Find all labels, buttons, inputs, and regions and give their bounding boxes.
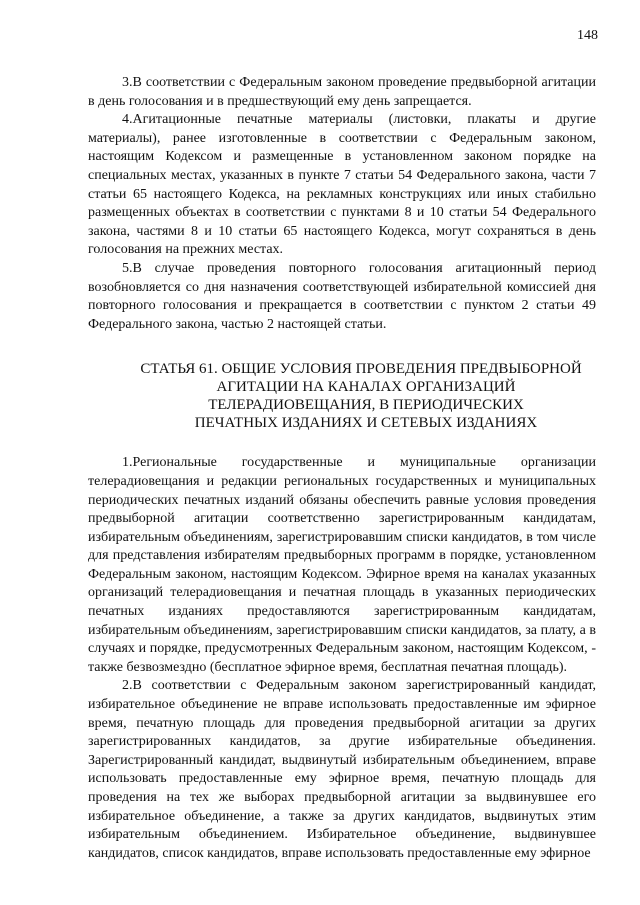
- article-61-paragraph-1: 1.Региональные государственные и муниципальные организации телерадиовещания и редакции региональных государственных и муниципальных периодических печатных изданий обязаны обеспечить равные условия проведения предвыборной агитации соответственно зарегистрированным кандидатам, избирательным объединениям, зарегистрировавшим списки кандидатов, в том числе для представления избирателям предвыборных программ в порядке, установленном Федеральным законом, настоящим Кодексом. Эфирное время на каналах указанных организаций телерадиовещания и печатная площадь в указанных периодических печатных изданиях предоставляются зарегистрированным кандидатам, избирательным объединениям, зарегистрировавшим списки кандидатов, за плату, а в случаях и порядке, предусмотренных Федеральным законом, настоящим Кодексом, - также безвозмездно (бесплатное эфирное время, бесплатная печатная площадь).: [88, 455, 596, 675]
- article-heading-line-1: СТАТЬЯ 61. ОБЩИЕ УСЛОВИЯ ПРОВЕДЕНИЯ ПРЕДВЫБОРНОЙ: [140, 361, 582, 378]
- paragraph-3: 3.В соответствии с Федеральным законом проведение предвыборной агитации в день голосования и в предшествующий ему день запрещается.: [88, 75, 596, 109]
- document-body: [88, 74, 596, 863]
- article-heading: [88, 360, 596, 432]
- article-heading-line-2: АГИТАЦИИ НА КАНАЛАХ ОРГАНИЗАЦИЙ: [216, 379, 516, 396]
- article-heading-line-3: ТЕЛЕРАДИОВЕЩАНИЯ, В ПЕРИОДИЧЕСКИХ: [208, 397, 524, 414]
- page-number: 148: [577, 28, 598, 43]
- article-61-paragraph-2: 2.В соответствии с Федеральным законом зарегистрированный кандидат, избирательное объединение не вправе использовать предоставленные им эфирное время, печатную площадь для проведения предвыборной агитации за других зарегистрированных кандидатов, за другие избирательные объединения. Зарегистрированный кандидат, выдвинутый избирательным объединением, вправе использовать предоставленные ему эфирное время, печатную площадь для проведения на тех же выборах предвыборной агитации за выдвинувшее его избирательное объединение, а также за других кандидатов, выдвинутых этим избирательным объединением. Избирательное объединение, выдвинувшее кандидатов, список кандидатов, вправе использовать предоставленные ему эфирное: [88, 678, 596, 861]
- paragraph-5: 5.В случае проведения повторного голосования агитационный период возобновляется со дня назначения соответствующей избирательной комиссией дня повторного голосования и прекращается в соответствии с пунктом 2 статьи 49 Федерального закона, частью 2 настоящей статьи.: [88, 260, 596, 332]
- article-heading-line-4: ПЕЧАТНЫХ ИЗДАНИЯХ И СЕТЕВЫХ ИЗДАНИЯХ: [194, 415, 538, 432]
- paragraph-4: 4.Агитационные печатные материалы (листовки, плакаты и другие материалы), ранее изготовленные в соответствии с Федеральным законом, настоящим Кодексом и размещенные в установленном законом порядке на специальных местах, указанных в пункте 7 статьи 54 Федерального закона, части 7 статьи 65 настоящего Кодекса, на рекламных конструкциях или иных стабильно размещенных объектах в соответствии с пунктами 8 и 10 статьи 54 Федерального закона, частями 8 и 10 статьи 65 настоящего Кодекса, могут сохраняться в день голосования на прежних местах.: [88, 112, 596, 258]
